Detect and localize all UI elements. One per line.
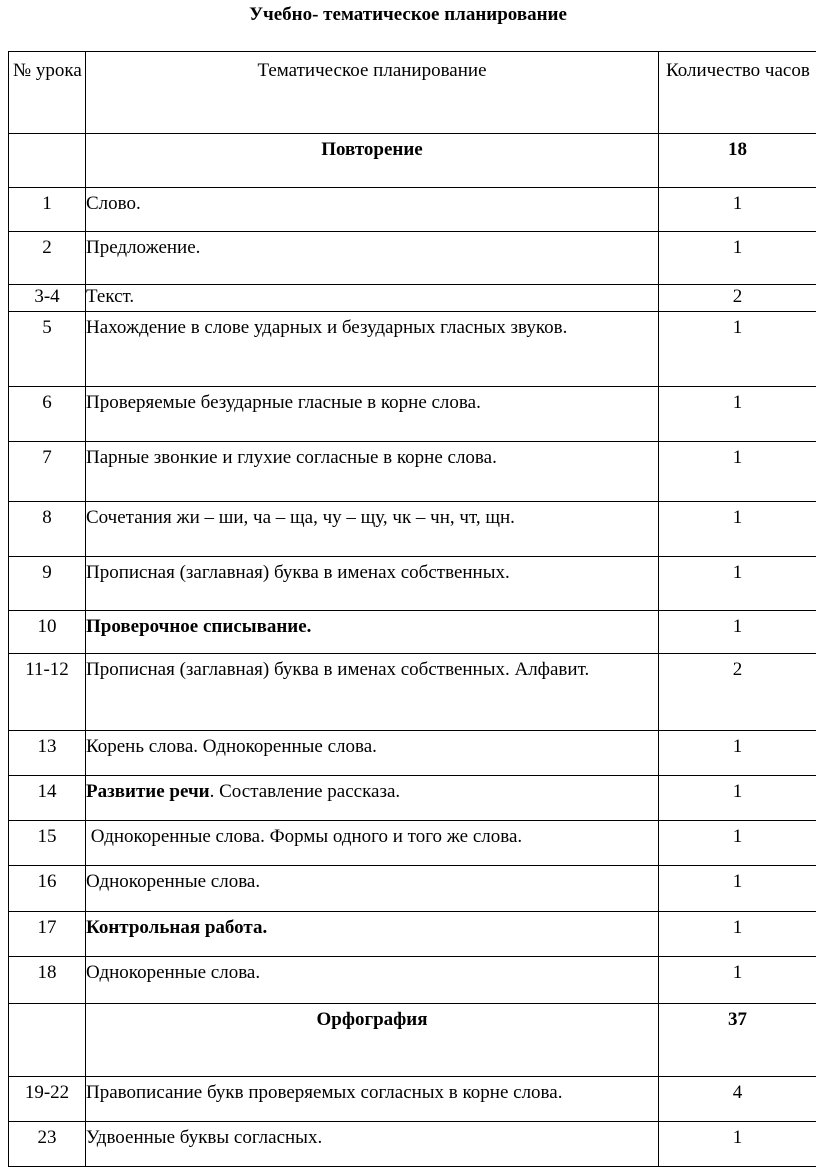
lesson-hours: 1 [659, 232, 816, 285]
lesson-number: 16 [9, 866, 86, 912]
lesson-hours: 1 [659, 312, 816, 387]
header-lesson-number: № урока [9, 52, 86, 134]
lesson-hours: 1 [659, 442, 816, 502]
section-row-repetition [9, 134, 816, 188]
lesson-number: 5 [9, 312, 86, 387]
table-row [9, 188, 816, 232]
table-row [9, 912, 816, 957]
lesson-topic: Правописание букв проверяемых согласных в корне слова. [86, 1077, 659, 1122]
lesson-hours: 1 [659, 387, 816, 442]
table-row [9, 442, 816, 502]
table-row [9, 866, 816, 912]
lesson-topic: Нахождение в слове ударных и безударных гласных звуков. [86, 312, 659, 387]
lesson-hours: 1 [659, 731, 816, 776]
lesson-hours: 1 [659, 912, 816, 957]
lesson-topic: Текст. [86, 285, 659, 312]
lesson-hours: 1 [659, 557, 816, 611]
lesson-topic: Сочетания жи – ши, ча – ща, чу – щу, чк – чн, чт, щн. [86, 502, 659, 557]
lesson-number: 9 [9, 557, 86, 611]
lesson-topic: Проверочное списывание. [86, 611, 659, 654]
header-topic: Тематическое планирование [86, 52, 659, 134]
lesson-hours: 2 [659, 654, 816, 731]
lesson-number: 2 [9, 232, 86, 285]
section-row-orthography [9, 1004, 816, 1077]
lesson-hours: 2 [659, 285, 816, 312]
table-row [9, 285, 816, 312]
table-row [9, 1122, 816, 1167]
lesson-number: 18 [9, 957, 86, 1004]
lesson-number: 15 [9, 821, 86, 866]
lesson-topic: Прописная (заглавная) буква в именах собственных. [86, 557, 659, 611]
section-name: Орфография [86, 1004, 659, 1077]
header-hours: Количество часов [659, 52, 816, 134]
table-header-row [9, 52, 816, 134]
lesson-number: 1 [9, 188, 86, 232]
page-title: Учебно- тематическое планирование [0, 2, 816, 28]
lesson-number: 19-22 [9, 1077, 86, 1122]
lesson-topic: Однокоренные слова. [86, 957, 659, 1004]
lesson-hours: 1 [659, 866, 816, 912]
lesson-number: 8 [9, 502, 86, 557]
lesson-number: 7 [9, 442, 86, 502]
lesson-hours: 1 [659, 821, 816, 866]
section-hours: 18 [659, 134, 816, 188]
lesson-topic-rest: . Составление рассказа. [210, 781, 401, 802]
lesson-number: 17 [9, 912, 86, 957]
planning-table [8, 51, 816, 1167]
section-empty-cell [9, 1004, 86, 1077]
section-empty-cell [9, 134, 86, 188]
section-hours: 37 [659, 1004, 816, 1077]
table-row [9, 312, 816, 387]
lesson-topic: Корень слова. Однокоренные слова. [86, 731, 659, 776]
table-row [9, 502, 816, 557]
lesson-hours: 1 [659, 188, 816, 232]
lesson-topic: Парные звонкие и глухие согласные в корне слова. [86, 442, 659, 502]
table-row [9, 557, 816, 611]
lesson-topic: Прописная (заглавная) буква в именах собственных. Алфавит. [86, 654, 659, 731]
lesson-topic: Предложение. [86, 232, 659, 285]
lesson-hours: 4 [659, 1077, 816, 1122]
table-row [9, 957, 816, 1004]
section-name: Повторение [86, 134, 659, 188]
lesson-hours: 1 [659, 776, 816, 821]
table-row [9, 731, 816, 776]
table-row [9, 776, 816, 821]
table-row [9, 654, 816, 731]
table-row [9, 387, 816, 442]
table-row [9, 611, 816, 654]
lesson-number: 14 [9, 776, 86, 821]
lesson-number: 23 [9, 1122, 86, 1167]
lesson-hours: 1 [659, 502, 816, 557]
lesson-topic: Слово. [86, 188, 659, 232]
lesson-topic: Однокоренные слова. [86, 866, 659, 912]
lesson-topic [86, 776, 659, 821]
lesson-number: 13 [9, 731, 86, 776]
lesson-number: 6 [9, 387, 86, 442]
lesson-topic: Однокоренные слова. Формы одного и того же слова. [86, 821, 659, 866]
lesson-hours: 1 [659, 1122, 816, 1167]
table-row [9, 232, 816, 285]
lesson-number: 10 [9, 611, 86, 654]
lesson-number: 3-4 [9, 285, 86, 312]
lesson-topic: Проверяемые безударные гласные в корне слова. [86, 387, 659, 442]
table-row [9, 1077, 816, 1122]
lesson-hours: 1 [659, 957, 816, 1004]
table-row [9, 821, 816, 866]
lesson-topic-bold-part: Развитие речи [86, 781, 210, 802]
lesson-topic: Удвоенные буквы согласных. [86, 1122, 659, 1167]
lesson-number: 11-12 [9, 654, 86, 731]
lesson-hours: 1 [659, 611, 816, 654]
lesson-topic: Контрольная работа. [86, 912, 659, 957]
